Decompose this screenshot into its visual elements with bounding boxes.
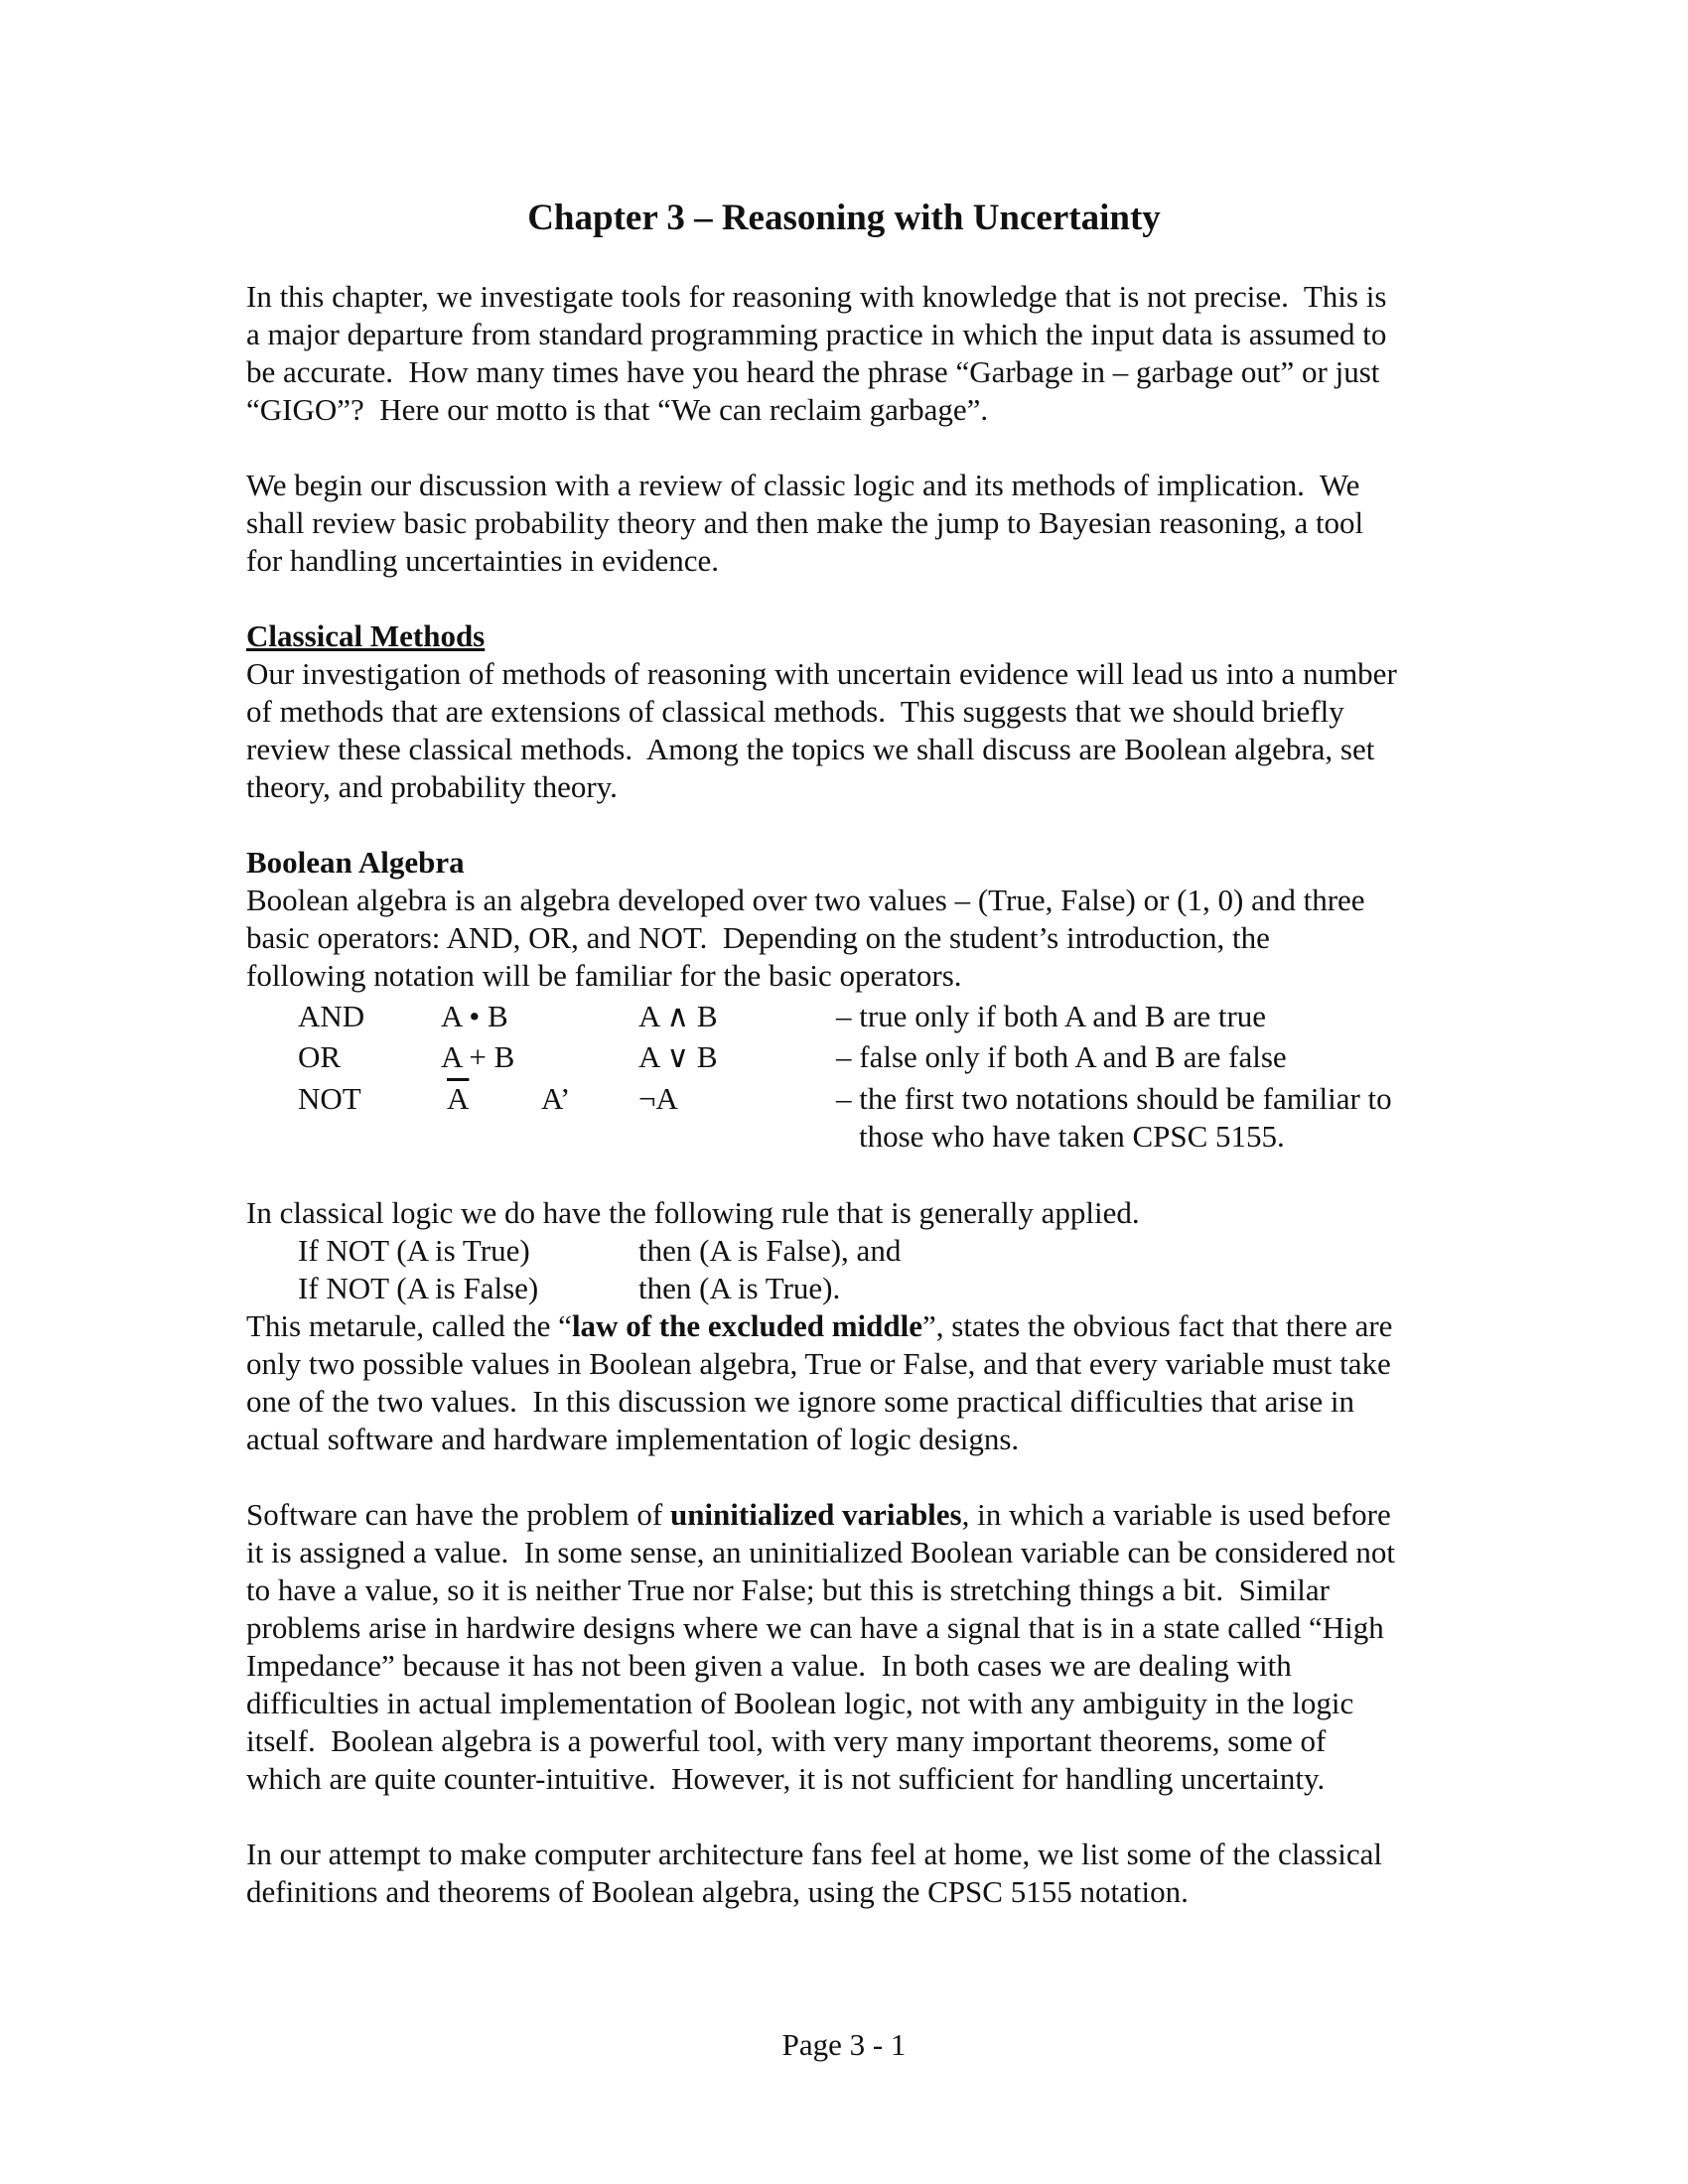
excluded-middle-intro: In classical logic we do have the following rule that is generally applied. xyxy=(246,1195,1140,1230)
closing-line: In our attempt to make computer architecture fans feel at home, we list some of the classical xyxy=(246,1837,1382,1871)
rule-consequence: then (A is True). xyxy=(638,1271,841,1305)
uninit-line: problems arise in hardwire designs where we can have a signal that is in a state called “High xyxy=(246,1610,1384,1645)
operator-name: OR xyxy=(298,1039,342,1074)
operator-notation: A + B xyxy=(441,1039,515,1074)
boolean-line: Boolean algebra is an algebra developed over two values – (True, False) or (1, 0) and three xyxy=(246,883,1365,917)
classical-line: review these classical methods. Among the topics we shall discuss are Boolean algebra, set xyxy=(246,732,1375,766)
excluded-middle-line: actual software and hardware implementation of logic designs. xyxy=(246,1422,1020,1456)
overview-line: We begin our discussion with a review of classic logic and its methods of implication. We xyxy=(246,468,1360,502)
uninit-line: to have a value, so it is neither True nor False; but this is stretching things a bit. Similar xyxy=(246,1572,1330,1607)
operator-name: NOT xyxy=(298,1081,361,1116)
uninit-line: it is assigned a value. In some sense, an uninitialized Boolean variable can be considered not xyxy=(246,1535,1395,1570)
uninit-line: which are quite counter-intuitive. However, it is not sufficient for handling uncertainty. xyxy=(246,1761,1326,1796)
excluded-middle-line: one of the two values. In this discussion we ignore some practical difficulties that arise in xyxy=(246,1384,1355,1419)
boolean-line: basic operators: AND, OR, and NOT. Depending on the student’s introduction, the xyxy=(246,920,1270,955)
operator-notation: A’ xyxy=(541,1081,571,1116)
uninit-line: Impedance” because it has not been given a value. In both cases we are dealing with xyxy=(246,1648,1292,1683)
rule-condition: If NOT (A is True) xyxy=(298,1233,530,1268)
uninit-line: itself. Boolean algebra is a powerful tool, with very many important theorems, some of xyxy=(246,1723,1327,1758)
excluded-middle-line: only two possible values in Boolean algebra, True or False, and that every variable must take xyxy=(246,1346,1391,1381)
operator-description-continued: those who have taken CPSC 5155. xyxy=(859,1119,1285,1154)
page-number: Page 3 - 1 xyxy=(781,2027,907,2062)
operator-notation: A • B xyxy=(441,999,508,1033)
operator-notation-overbar: $\overline{A}$ xyxy=(447,1081,470,1116)
classical-line: theory, and probability theory. xyxy=(246,769,618,804)
intro-line: “GIGO”? Here our motto is that “We can reclaim garbage”. xyxy=(246,392,989,427)
operator-description: – true only if both A and B are true xyxy=(836,999,1267,1033)
operator-notation: ¬A xyxy=(638,1081,678,1116)
closing-line: definitions and theorems of Boolean algebra, using the CPSC 5155 notation. xyxy=(246,1874,1189,1909)
classical-line: Our investigation of methods of reasoning with uncertain evidence will lead us into a number xyxy=(246,656,1397,691)
operator-description: – the first two notations should be familiar to xyxy=(836,1081,1392,1116)
intro-line: a major departure from standard programming practice in which the input data is assumed to xyxy=(246,317,1387,351)
metarule-line xyxy=(246,1307,1392,1345)
operator-description: – false only if both A and B are false xyxy=(836,1039,1287,1074)
overview-line: for handling uncertainties in evidence. xyxy=(246,543,720,578)
law-of-excluded-middle-term: law of the excluded middle xyxy=(571,1308,922,1343)
metarule-post: ”, states the obvious fact that there are xyxy=(922,1308,1393,1343)
operator-notation: A ∧ B xyxy=(638,999,718,1033)
chapter-title: Chapter 3 – Reasoning with Uncertainty xyxy=(527,198,1161,238)
intro-line: be accurate. How many times have you heard the phrase “Garbage in – garbage out” or just xyxy=(246,354,1380,389)
uninit-first-line xyxy=(246,1496,1391,1534)
classical-line: of methods that are extensions of classical methods. This suggests that we should briefly xyxy=(246,694,1344,729)
overview-line: shall review basic probability theory and then make the jump to Bayesian reasoning, a tool xyxy=(246,505,1364,540)
boolean-line: following notation will be familiar for the basic operators. xyxy=(246,958,962,993)
intro-line: In this chapter, we investigate tools for reasoning with knowledge that is not precise. This is xyxy=(246,279,1387,314)
operator-name: AND xyxy=(298,999,365,1033)
metarule-pre: This metarule, called the “ xyxy=(246,1308,572,1343)
classical-methods-heading: Classical Methods xyxy=(246,618,486,653)
uninit-pre: Software can have the problem of xyxy=(246,1497,670,1532)
rule-condition: If NOT (A is False) xyxy=(298,1271,539,1305)
boolean-algebra-heading: Boolean Algebra xyxy=(246,845,465,880)
uninit-post: , in which a variable is used before xyxy=(961,1497,1391,1532)
operator-notation: A ∨ B xyxy=(638,1039,718,1074)
rule-consequence: then (A is False), and xyxy=(638,1233,902,1268)
uninit-line: difficulties in actual implementation of Boolean logic, not with any ambiguity in the logic xyxy=(246,1686,1354,1720)
uninitialized-variables-term: uninitialized variables xyxy=(669,1497,962,1532)
